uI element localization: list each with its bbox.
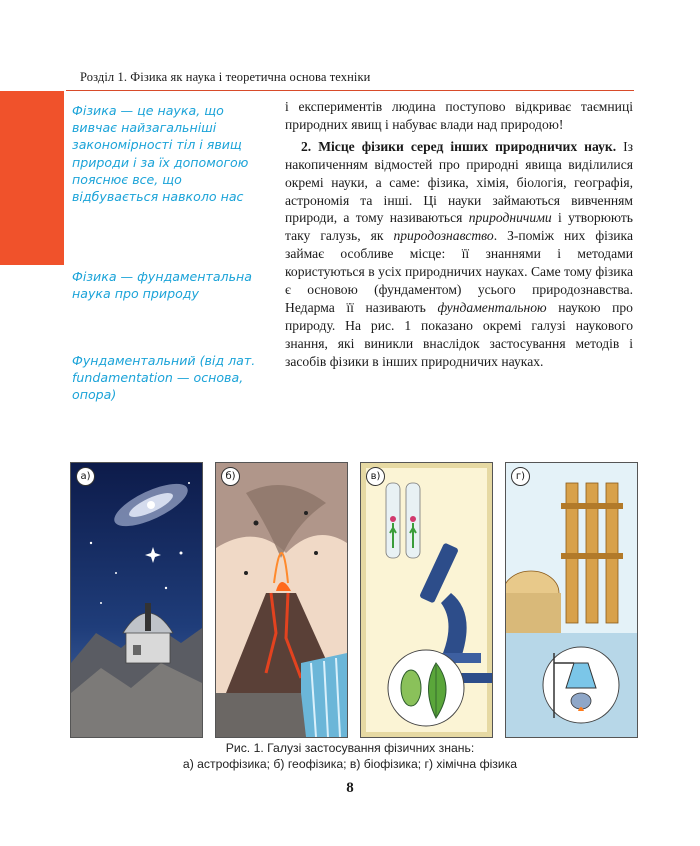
page-number: 8 — [346, 780, 354, 796]
volcano-illustration — [216, 463, 347, 737]
microscope-illustration — [361, 463, 492, 737]
text-run: . З-поміж них фізика займає особливе місце: її знаннями і методами користуються в усіх природничих науках. Саме тому фізика є основою (фундаментом) усього природознавства. Недарма її називають — [285, 228, 633, 315]
text-run: наукою про природу. На рис. 1 показано окремі галузі наукового знання, які виникли внаслідок застосування методів і засобів фізики в інших природничих науках. — [285, 299, 633, 369]
panel-biophysics — [360, 462, 493, 738]
paragraph-section-2 — [285, 138, 633, 371]
figure-1 — [70, 462, 636, 738]
panel-label-d: г) — [511, 467, 530, 486]
running-header: Розділ 1. Фізика як наука і теоретична основа техніки — [80, 70, 371, 84]
term-natural-history: природознавство — [393, 228, 494, 244]
figure-caption-legend: а) астрофізика; б) геофізика; в) біофізика; г) хімічна фізика — [182, 757, 518, 771]
panel-label-c: в) — [366, 467, 385, 486]
main-text-column — [285, 98, 633, 371]
figure-caption-title: Рис. 1. Галузі застосування фізичних знань: — [225, 741, 475, 755]
panel-chemical-physics — [505, 462, 638, 738]
panel-label-b: б) — [221, 467, 240, 486]
panel-astrophysics — [70, 462, 203, 738]
text-run: Із накопиченням відмостей про природні явища виділилися окремі науки, а саме: фізика, хімія, біологія, географія, астрономія та інші. Ці науки займаються вивченням природи, а тому називаються — [285, 138, 634, 226]
term-natural-sciences: природничими — [468, 210, 552, 226]
paragraph-continuation: і експериментів людина поступово відкриває таємниці природних явищ і набуває влади над природою! — [285, 99, 633, 132]
section-heading: 2. Місце фізики серед інших природничих наук. — [301, 138, 617, 154]
sidenote-fundamental-science: Фізика — фундаментальна наука про природу — [72, 269, 252, 302]
panel-label-a: а) — [76, 467, 95, 486]
sidenote-etymology: Фундаментальний (від лат. fundamentation — основа, опора) — [72, 353, 256, 403]
text-run: і утворюють таку галузь, як — [285, 210, 633, 244]
sidenote-physics-definition: Фізика — це наука, що вивчає найзагальніші закономірності тіл і явищ природи і за їх допомогою пояснює все, що відбувається навколо нас — [72, 103, 249, 205]
header-divider — [66, 90, 634, 91]
term-fundamental: фундаментальною — [437, 299, 547, 315]
chemistry-plant-illustration — [506, 463, 637, 737]
chapter-color-tab — [0, 91, 64, 265]
observatory-illustration — [71, 463, 202, 737]
panel-geophysics — [215, 462, 348, 738]
